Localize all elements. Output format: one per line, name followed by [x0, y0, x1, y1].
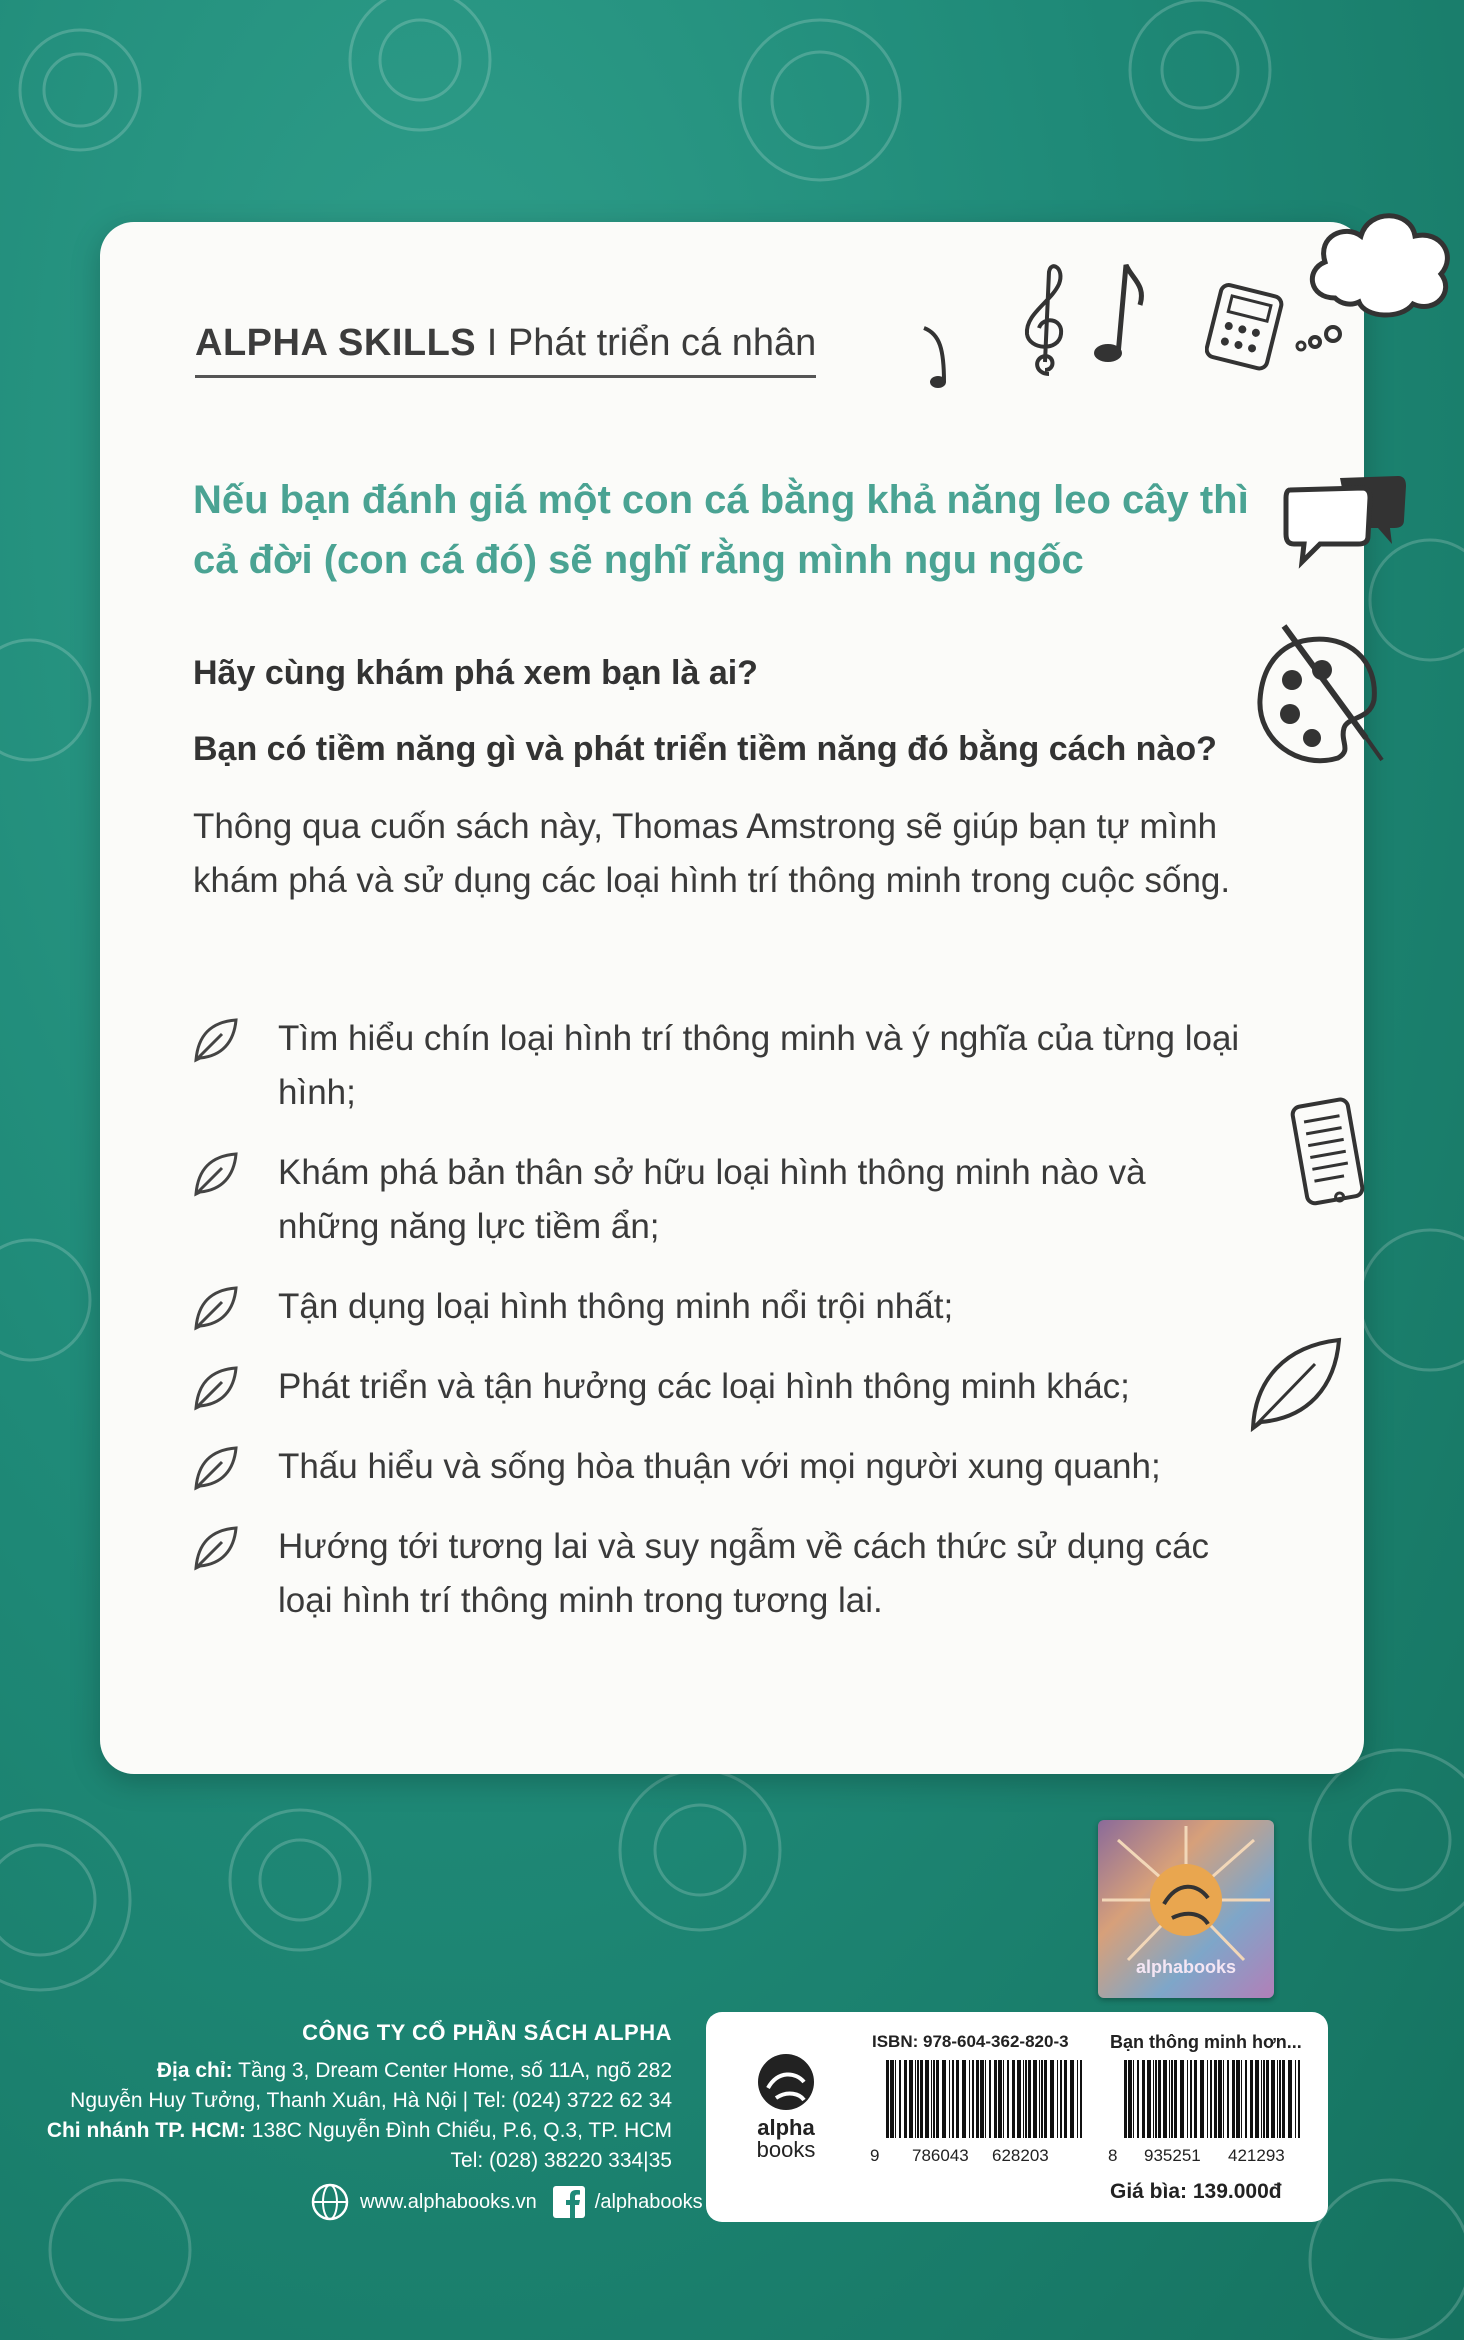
list-item — [190, 1360, 1250, 1414]
treble-clef-icon — [1015, 262, 1075, 382]
music-note-icon — [910, 320, 960, 390]
eighth-note-icon — [1088, 255, 1148, 365]
barcode-bar — [1039, 2060, 1040, 2138]
barcode-bar — [933, 2060, 935, 2138]
barcode-bar — [1171, 2060, 1173, 2138]
barcode-bar — [1214, 2060, 1217, 2138]
leaf-icon — [190, 1150, 242, 1198]
barcode-bar — [1077, 2060, 1078, 2138]
barcode-bar — [925, 2060, 929, 2138]
barcode-bar — [1298, 2060, 1300, 2138]
barcode-bar — [1263, 2060, 1265, 2138]
isbn-barcode — [886, 2060, 1086, 2138]
series-separator: I — [486, 322, 498, 364]
branch-tel: Tel: (028) 38220 334|35 — [450, 2149, 672, 2172]
list-item-text: Phát triển và tận hưởng các loại hình thông minh khác; — [278, 1367, 1130, 1406]
barcode-bar — [895, 2060, 896, 2138]
barcode-bar — [1227, 2060, 1229, 2138]
price-barcode — [1124, 2060, 1306, 2138]
barcode-bar — [909, 2060, 913, 2138]
intro-paragraph: Thông qua cuốn sách này, Thomas Amstrong sẽ giúp bạn tự mình khám phá và sử dụng các loại hình trí thông minh trong cuộc sống. — [193, 807, 1231, 900]
paint-palette-icon — [1248, 620, 1398, 770]
list-item — [190, 1012, 1250, 1120]
barcode-bar — [1137, 2060, 1139, 2138]
barcode-bar — [920, 2060, 923, 2138]
barcode-bar — [1241, 2060, 1242, 2138]
alphabooks-logo — [746, 2052, 826, 2161]
benefit-list — [190, 1012, 1250, 1654]
barcode-bar — [1266, 2060, 1269, 2138]
list-item — [190, 1280, 1250, 1334]
book-title-small: Bạn thông minh hơn... — [1110, 2032, 1302, 2052]
barcode-bar — [1041, 2060, 1043, 2138]
isbn-first-digit: 9 — [870, 2146, 880, 2165]
question-1: Hãy cùng khám phá xem bạn là ai? — [193, 654, 758, 692]
barcode-bar — [1155, 2060, 1157, 2138]
globe-icon — [310, 2182, 350, 2222]
leaf-icon — [190, 1524, 242, 1572]
barcode-bar — [1232, 2060, 1235, 2138]
hologram-text: alphabooks — [1135, 1957, 1237, 1977]
facebook-icon — [553, 2186, 585, 2218]
barcode-bar — [1025, 2060, 1027, 2138]
barcode-bar — [1218, 2060, 1222, 2138]
question-2: Bạn có tiềm năng gì và phát triển tiềm năng đó bằng cách nào? — [193, 730, 1217, 768]
barcode-bar — [972, 2060, 974, 2138]
barcode-bar — [985, 2060, 986, 2138]
publisher-company: CÔNG TY CỔ PHẦN SÁCH ALPHA — [302, 2020, 672, 2045]
branch-label: Chi nhánh TP. HCM: — [46, 2119, 246, 2142]
barcode-bar — [1007, 2060, 1009, 2138]
list-item-text: Thấu hiểu và sống hòa thuận với mọi người xung quanh; — [278, 1447, 1161, 1486]
address-label: Địa chỉ: — [156, 2059, 233, 2082]
barcode-bar — [1163, 2060, 1167, 2138]
barcode-bar — [1023, 2060, 1024, 2138]
barcode-bar — [1033, 2060, 1037, 2138]
barcode-bar — [931, 2060, 932, 2138]
barcode-bar — [915, 2060, 916, 2138]
barcode-bar — [969, 2060, 970, 2138]
leaf-icon — [190, 1016, 242, 1064]
barcode-bar — [998, 2060, 1002, 2138]
tablet-icon — [1290, 1094, 1370, 1214]
address-line-2: Nguyễn Huy Tưởng, Thanh Xuân, Hà Nội | Tel: (024) 3722 62 34 — [70, 2089, 672, 2112]
leaf-icon — [190, 1284, 242, 1332]
price-right-digits: 421293 — [1228, 2146, 1285, 2165]
barcode-bar — [1012, 2060, 1015, 2138]
barcode-bar — [1207, 2060, 1208, 2138]
alpha-logo-icon — [756, 2052, 816, 2112]
barcode-bar — [1210, 2060, 1212, 2138]
barcode-bar — [942, 2060, 946, 2138]
barcode-bar — [936, 2060, 939, 2138]
barcode-bar — [1044, 2060, 1047, 2138]
barcode-bar — [1028, 2060, 1031, 2138]
publisher-info — [47, 2018, 672, 2176]
barcode-bar — [1158, 2060, 1161, 2138]
barcode-bar — [1180, 2060, 1184, 2138]
list-item — [190, 1440, 1250, 1494]
list-item-text: Tận dụng loại hình thông minh nổi trội nhất; — [278, 1287, 954, 1326]
barcode-bar — [1017, 2060, 1021, 2138]
barcode-bar — [1187, 2060, 1188, 2138]
barcode-bar — [1255, 2060, 1259, 2138]
logo-line-1: alpha — [757, 2115, 815, 2140]
barcode-bar — [886, 2060, 889, 2138]
quote-text: Nếu bạn đánh giá một con cá bằng khả năng leo cây thì cả đời (con cá đó) sẽ nghĩ rằng mình ngu ngốc — [193, 478, 1249, 582]
barcode-bar — [980, 2060, 984, 2138]
barcode-bar — [1169, 2060, 1170, 2138]
barcode-bar — [1250, 2060, 1253, 2138]
barcode-bar — [1279, 2060, 1281, 2138]
barcode-bar — [1295, 2060, 1296, 2138]
barcode-bar — [1050, 2060, 1054, 2138]
series-label — [195, 322, 816, 378]
barcode-bar — [1003, 2060, 1004, 2138]
barcode-bar — [962, 2060, 966, 2138]
barcode-bar — [994, 2060, 997, 2138]
content-card — [100, 222, 1364, 1774]
barcode-bar — [949, 2060, 950, 2138]
barcode-bar — [1080, 2060, 1082, 2138]
barcode-bar — [1060, 2060, 1062, 2138]
calculator-icon — [1205, 282, 1285, 372]
barcode-bar — [1261, 2060, 1262, 2138]
barcode-bar — [1194, 2060, 1197, 2138]
barcode-bar — [1147, 2060, 1151, 2138]
series-name: ALPHA SKILLS — [195, 322, 477, 364]
hologram-sticker — [1098, 1820, 1274, 1998]
barcode-bar — [890, 2060, 894, 2138]
branch-address: 138C Nguyễn Đình Chiểu, P.6, Q.3, TP. HCM — [251, 2119, 672, 2142]
barcode-bar — [1133, 2060, 1134, 2138]
barcode-panel — [706, 2012, 1328, 2222]
price-left-digits: 935251 — [1144, 2146, 1201, 2165]
facebook-link[interactable]: /alphabooks — [594, 2190, 703, 2213]
barcode-bar — [1236, 2060, 1240, 2138]
logo-line-2: books — [756, 2137, 816, 2162]
series-category: Phát triển cá nhân — [507, 322, 817, 364]
speech-bubbles-icon — [1280, 470, 1410, 570]
list-item-text: Hướng tới tương lai và suy ngẫm về cách thức sử dụng các loại hình trí thông minh trong tương lai. — [278, 1527, 1210, 1620]
barcode-bar — [1153, 2060, 1154, 2138]
barcode-bar — [956, 2060, 959, 2138]
barcode-bar — [1277, 2060, 1278, 2138]
barcode-bar — [1190, 2060, 1192, 2138]
barcode-bar — [989, 2060, 991, 2138]
barcode-bar — [1223, 2060, 1224, 2138]
website-link[interactable]: www.alphabooks.vn — [360, 2190, 537, 2213]
barcode-bar — [1064, 2060, 1067, 2138]
barcode-bar — [1142, 2060, 1145, 2138]
barcode-bar — [1070, 2060, 1074, 2138]
isbn-right-digits: 628203 — [992, 2146, 1049, 2165]
barcode-bar — [1245, 2060, 1247, 2138]
list-item — [190, 1146, 1250, 1254]
barcode-bar — [1124, 2060, 1127, 2138]
isbn-text: ISBN: 978-604-362-820-3 — [872, 2032, 1069, 2051]
web-links — [310, 2182, 703, 2222]
barcode-bar — [899, 2060, 901, 2138]
barcode-bar — [1174, 2060, 1177, 2138]
address-line-1: Tầng 3, Dream Center Home, số 11A, ngõ 282 — [238, 2059, 672, 2082]
thought-cloud-icon — [1295, 190, 1463, 360]
barcode-bar — [952, 2060, 954, 2138]
barcode-bar — [1057, 2060, 1058, 2138]
barcode-bar — [1282, 2060, 1285, 2138]
leaf-icon — [190, 1364, 242, 1412]
barcode-bar — [1271, 2060, 1275, 2138]
isbn-left-digits: 786043 — [912, 2146, 969, 2165]
barcode-bar — [1128, 2060, 1132, 2138]
list-item-text: Khám phá bản thân sở hữu loại hình thông minh nào và những năng lực tiềm ẩn; — [278, 1153, 1146, 1246]
list-item — [190, 1520, 1250, 1628]
list-item-text: Tìm hiểu chín loại hình trí thông minh và ý nghĩa của từng loại hình; — [278, 1019, 1240, 1112]
leaf-icon — [190, 1444, 242, 1492]
barcode-bar — [904, 2060, 907, 2138]
barcode-bar — [1200, 2060, 1204, 2138]
cover-price: Giá bìa: 139.000đ — [1110, 2180, 1282, 2203]
barcode-bar — [976, 2060, 979, 2138]
price-first-digit: 8 — [1108, 2146, 1118, 2165]
big-leaf-icon — [1245, 1332, 1345, 1432]
barcode-bar — [917, 2060, 919, 2138]
barcode-bar — [1288, 2060, 1292, 2138]
